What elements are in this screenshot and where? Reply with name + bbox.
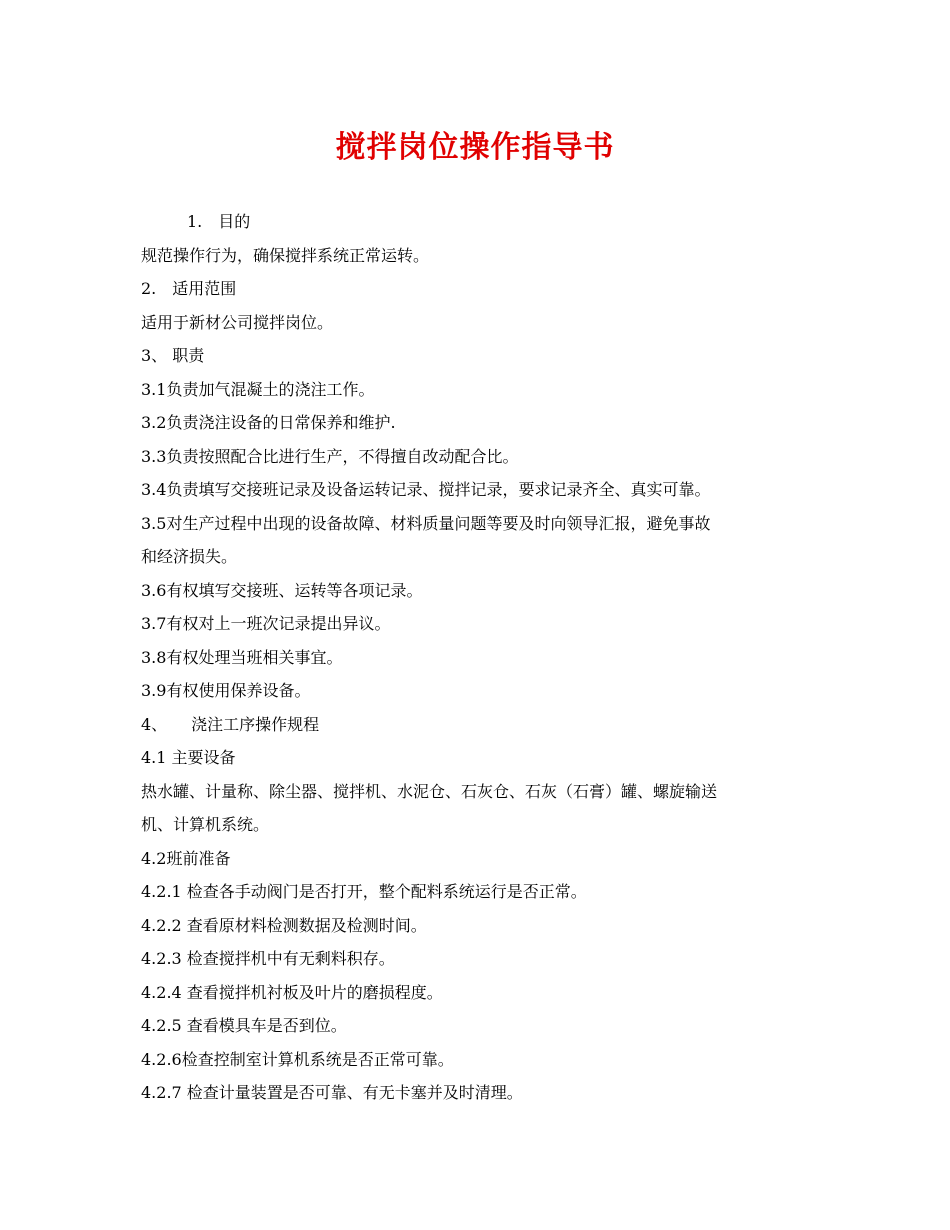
subsection-heading: 4.2班前准备 xyxy=(141,848,231,868)
list-item: 3.3负责按照配合比进行生产，不得擅自改动配合比。 xyxy=(141,446,519,466)
list-item: 4.2.4 查看搅拌机衬板及叶片的磨损程度。 xyxy=(141,982,443,1002)
section-heading-purpose: 1. 目的 xyxy=(187,212,251,231)
list-item: 4.2.6检查控制室计算机系统是否正常可靠。 xyxy=(141,1049,454,1069)
paragraph-continuation: 机、计算机系统。 xyxy=(141,815,270,834)
list-item: 3.7有权对上一班次记录提出异议。 xyxy=(141,614,391,633)
list-item: 3.9有权使用保养设备。 xyxy=(141,681,311,700)
document-title: 搅拌岗位操作指导书 xyxy=(335,130,615,165)
paragraph: 热水罐、计量称、除尘器、搅拌机、水泥仓、石灰仓、石灰（石膏）罐、螺旋输送 xyxy=(141,781,718,801)
section-heading-scope: 2. 适用范围 xyxy=(141,279,237,298)
list-item: 3.5对生产过程中出现的设备故障、材料质量问题等要及时向领导汇报，避免事故 xyxy=(141,513,711,533)
section-heading-procedure: 4、 浇注工序操作规程 xyxy=(141,714,320,734)
list-item: 3.4负责填写交接班记录及设备运转记录、搅拌记录，要求记录齐全、真实可靠。 xyxy=(141,480,711,499)
section-heading-duties: 3、 职责 xyxy=(141,346,205,365)
list-item-continuation: 和经济损失。 xyxy=(141,547,238,566)
document-body xyxy=(141,205,821,1110)
list-item: 4.2.2 查看原材料检测数据及检测时间。 xyxy=(141,915,427,935)
list-item: 3.6有权填写交接班、运转等各项记录。 xyxy=(141,580,423,600)
list-item: 3.2负责浇注设备的日常保养和维护. xyxy=(141,413,396,432)
paragraph: 适用于新材公司搅拌岗位。 xyxy=(141,312,334,332)
list-item: 4.2.5 查看模具车是否到位。 xyxy=(141,1016,347,1035)
paragraph: 规范操作行为，确保搅拌系统正常运转。 xyxy=(141,245,430,265)
list-item: 4.2.1 检查各手动阀门是否打开，整个配料系统运行是否正常。 xyxy=(141,882,587,901)
list-item: 3.8有权处理当班相关事宜。 xyxy=(141,647,343,667)
list-item: 4.2.7 检查计量装置是否可靠、有无卡塞并及时清理。 xyxy=(141,1083,523,1102)
list-item: 3.1负责加气混凝土的浇注工作。 xyxy=(141,379,375,399)
list-item: 4.2.3 检查搅拌机中有无剩料积存。 xyxy=(141,949,395,968)
subsection-heading: 4.1 主要设备 xyxy=(141,748,236,767)
